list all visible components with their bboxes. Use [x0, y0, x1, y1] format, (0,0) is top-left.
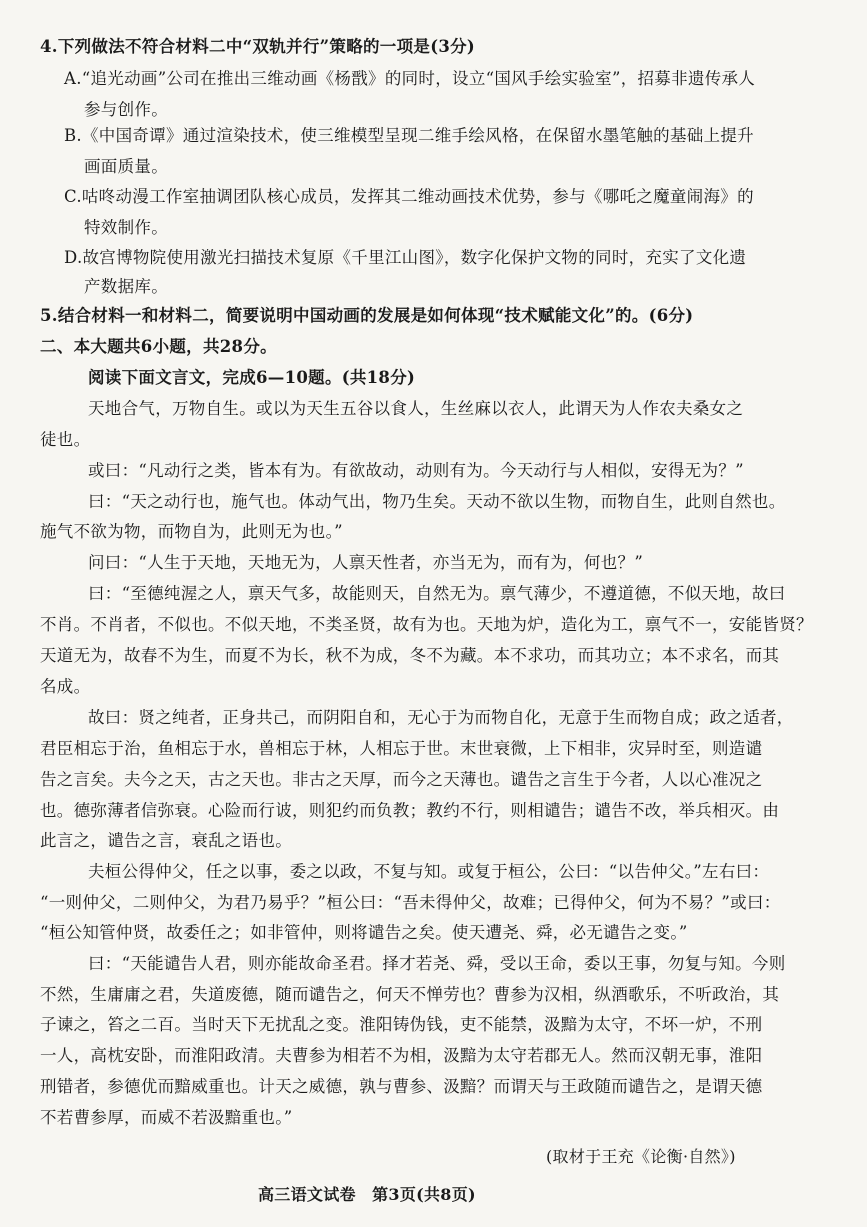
passage-line: 告之言矣。夫今之天，古之天也。非古之天厚，而今之天薄也。谴告之言生于今者，人以心准况之 — [40, 770, 763, 789]
q4-option-c-cont: 特效制作。 — [84, 218, 168, 237]
q4-option-a: A.“追光动画”公司在推出三维动画《杨戬》的同时，设立“国风手绘实验室”，招募非遗传承人 — [64, 69, 756, 88]
passage-line: 名成。 — [40, 677, 91, 696]
passage-line: 子谏之，笞之二百。当时天下无扰乱之变。淮阳铸伪钱，吏不能禁，汲黯为太守，不坏一炉，不刑 — [40, 1015, 763, 1034]
passage-line: 曰：“天能谴告人君，则亦能故命圣君。择才若尧、舜，受以王命，委以王事，勿复与知。今则 — [88, 954, 786, 973]
q4-option-d-cont: 产数据库。 — [84, 277, 168, 296]
passage-line: 施气不欲为物，而物自为，此则无为也。” — [40, 522, 343, 541]
passage-line: 不然，生庸庸之君，失道废德，随而谴告之，何天不惮劳也？曹参为汉相，纵酒歌乐，不听政治，其 — [40, 985, 780, 1004]
q4-option-c: C.咕咚动漫工作室抽调团队核心成员，发挥其二维动画技术优势，参与《哪吒之魔童闹海》的 — [64, 187, 754, 206]
passage-line: 也。德弥薄者信弥衰。心险而行诐，则犯约而负教；教约不行，则相谴告；谴告不改，举兵相灭。由 — [40, 801, 780, 820]
passage-line: 天地合气，万物自生。或以为天生五谷以食人，生丝麻以衣人，此谓天为人作农夫桑女之 — [88, 399, 744, 418]
passage-line: 曰：“天之动行也，施气也。体动气出，物乃生矣。天动不欲以生物，而物自生，此则自然也。 — [88, 492, 786, 511]
passage-line: 君臣相忘于治，鱼相忘于水，兽相忘于林，人相忘于世。末世衰微，上下相非，灾异时至，则造谴 — [40, 739, 763, 758]
passage-line: 徒也。 — [40, 430, 91, 449]
section-title: 二、本大题共6小题，共28分。 — [40, 337, 277, 356]
q4-option-d: D.故宫博物院使用激光扫描技术复原《千里江山图》，数字化保护文物的同时，充实了文化遗 — [64, 248, 747, 267]
passage-line: 夫桓公得仲父，任之以事，委之以政，不复与知。或复于桓公，公曰：“以告仲父。”左右曰： — [88, 862, 770, 881]
passage-line: 此言之，谴告之言，衰乱之语也。 — [40, 831, 292, 850]
section-instruction: 阅读下面文言文，完成6—10题。(共18分) — [88, 368, 416, 387]
passage-line: 不若曹参厚，而威不若汲黯重也。” — [40, 1108, 293, 1127]
passage-line: 不肖。不肖者，不似也。不似天地，不类圣贤，故有为也。天地为炉，造化为工，禀气不一，安能皆贤？ — [40, 615, 813, 634]
passage-line: 故曰：贤之纯者，正身共己，而阴阳自和，无心于为而物自化，无意于生而物自成；政之适者， — [88, 708, 794, 727]
passage-line: 天道无为，故春不为生，而夏不为长，秋不为成，冬不为藏。本不求功，而其功立；本不求名，而其 — [40, 646, 780, 665]
passage-source: (取材于王充《论衡·自然》) — [546, 1147, 736, 1166]
page-footer: 高三语文试卷 第3页(共8页) — [258, 1185, 476, 1204]
q4-option-a-cont: 参与创作。 — [84, 100, 168, 119]
q4-stem: 4.下列做法不符合材料二中“双轨并行”策略的一项是(3分) — [40, 37, 476, 56]
passage-line: 或曰：“凡动行之类，皆本有为。有欲故动，动则有为。今天动行与人相似，安得无为？” — [88, 461, 744, 480]
passage-line: “桓公知管仲贤，故委任之；如非管仲，则将谴告之矣。使天遭尧、舜，必无谴告之变。” — [40, 923, 688, 942]
passage-line: 问曰：“人生于天地，天地无为，人禀天性者，亦当无为，而有为，何也？” — [88, 553, 644, 572]
q4-option-b-cont: 画面质量。 — [84, 157, 168, 176]
passage-line: 曰：“至德纯渥之人，禀天气多，故能则天，自然无为。禀气薄少，不遵道德，不似天地，故曰 — [88, 584, 786, 603]
passage-line: “一则仲父，二则仲父，为君乃易乎？”桓公曰：“吾未得仲父，故难；已得仲父，何为不易？”或曰： — [40, 893, 781, 912]
passage-line: 刑错者，参德优而黯威重也。计天之威德，孰与曹参、汲黯？而谓天与王政随而谴告之，是谓天德 — [40, 1077, 763, 1096]
passage-line: 一人，高枕安卧，而淮阳政清。夫曹参为相若不为相，汲黯为太守若郡无人。然而汉朝无事，淮阳 — [40, 1046, 763, 1065]
q4-option-b: B.《中国奇谭》通过渲染技术，使三维模型呈现二维手绘风格，在保留水墨笔触的基础上提升 — [64, 126, 754, 145]
q5-stem: 5.结合材料一和材料二，简要说明中国动画的发展是如何体现“技术赋能文化”的。(6分) — [40, 306, 694, 325]
